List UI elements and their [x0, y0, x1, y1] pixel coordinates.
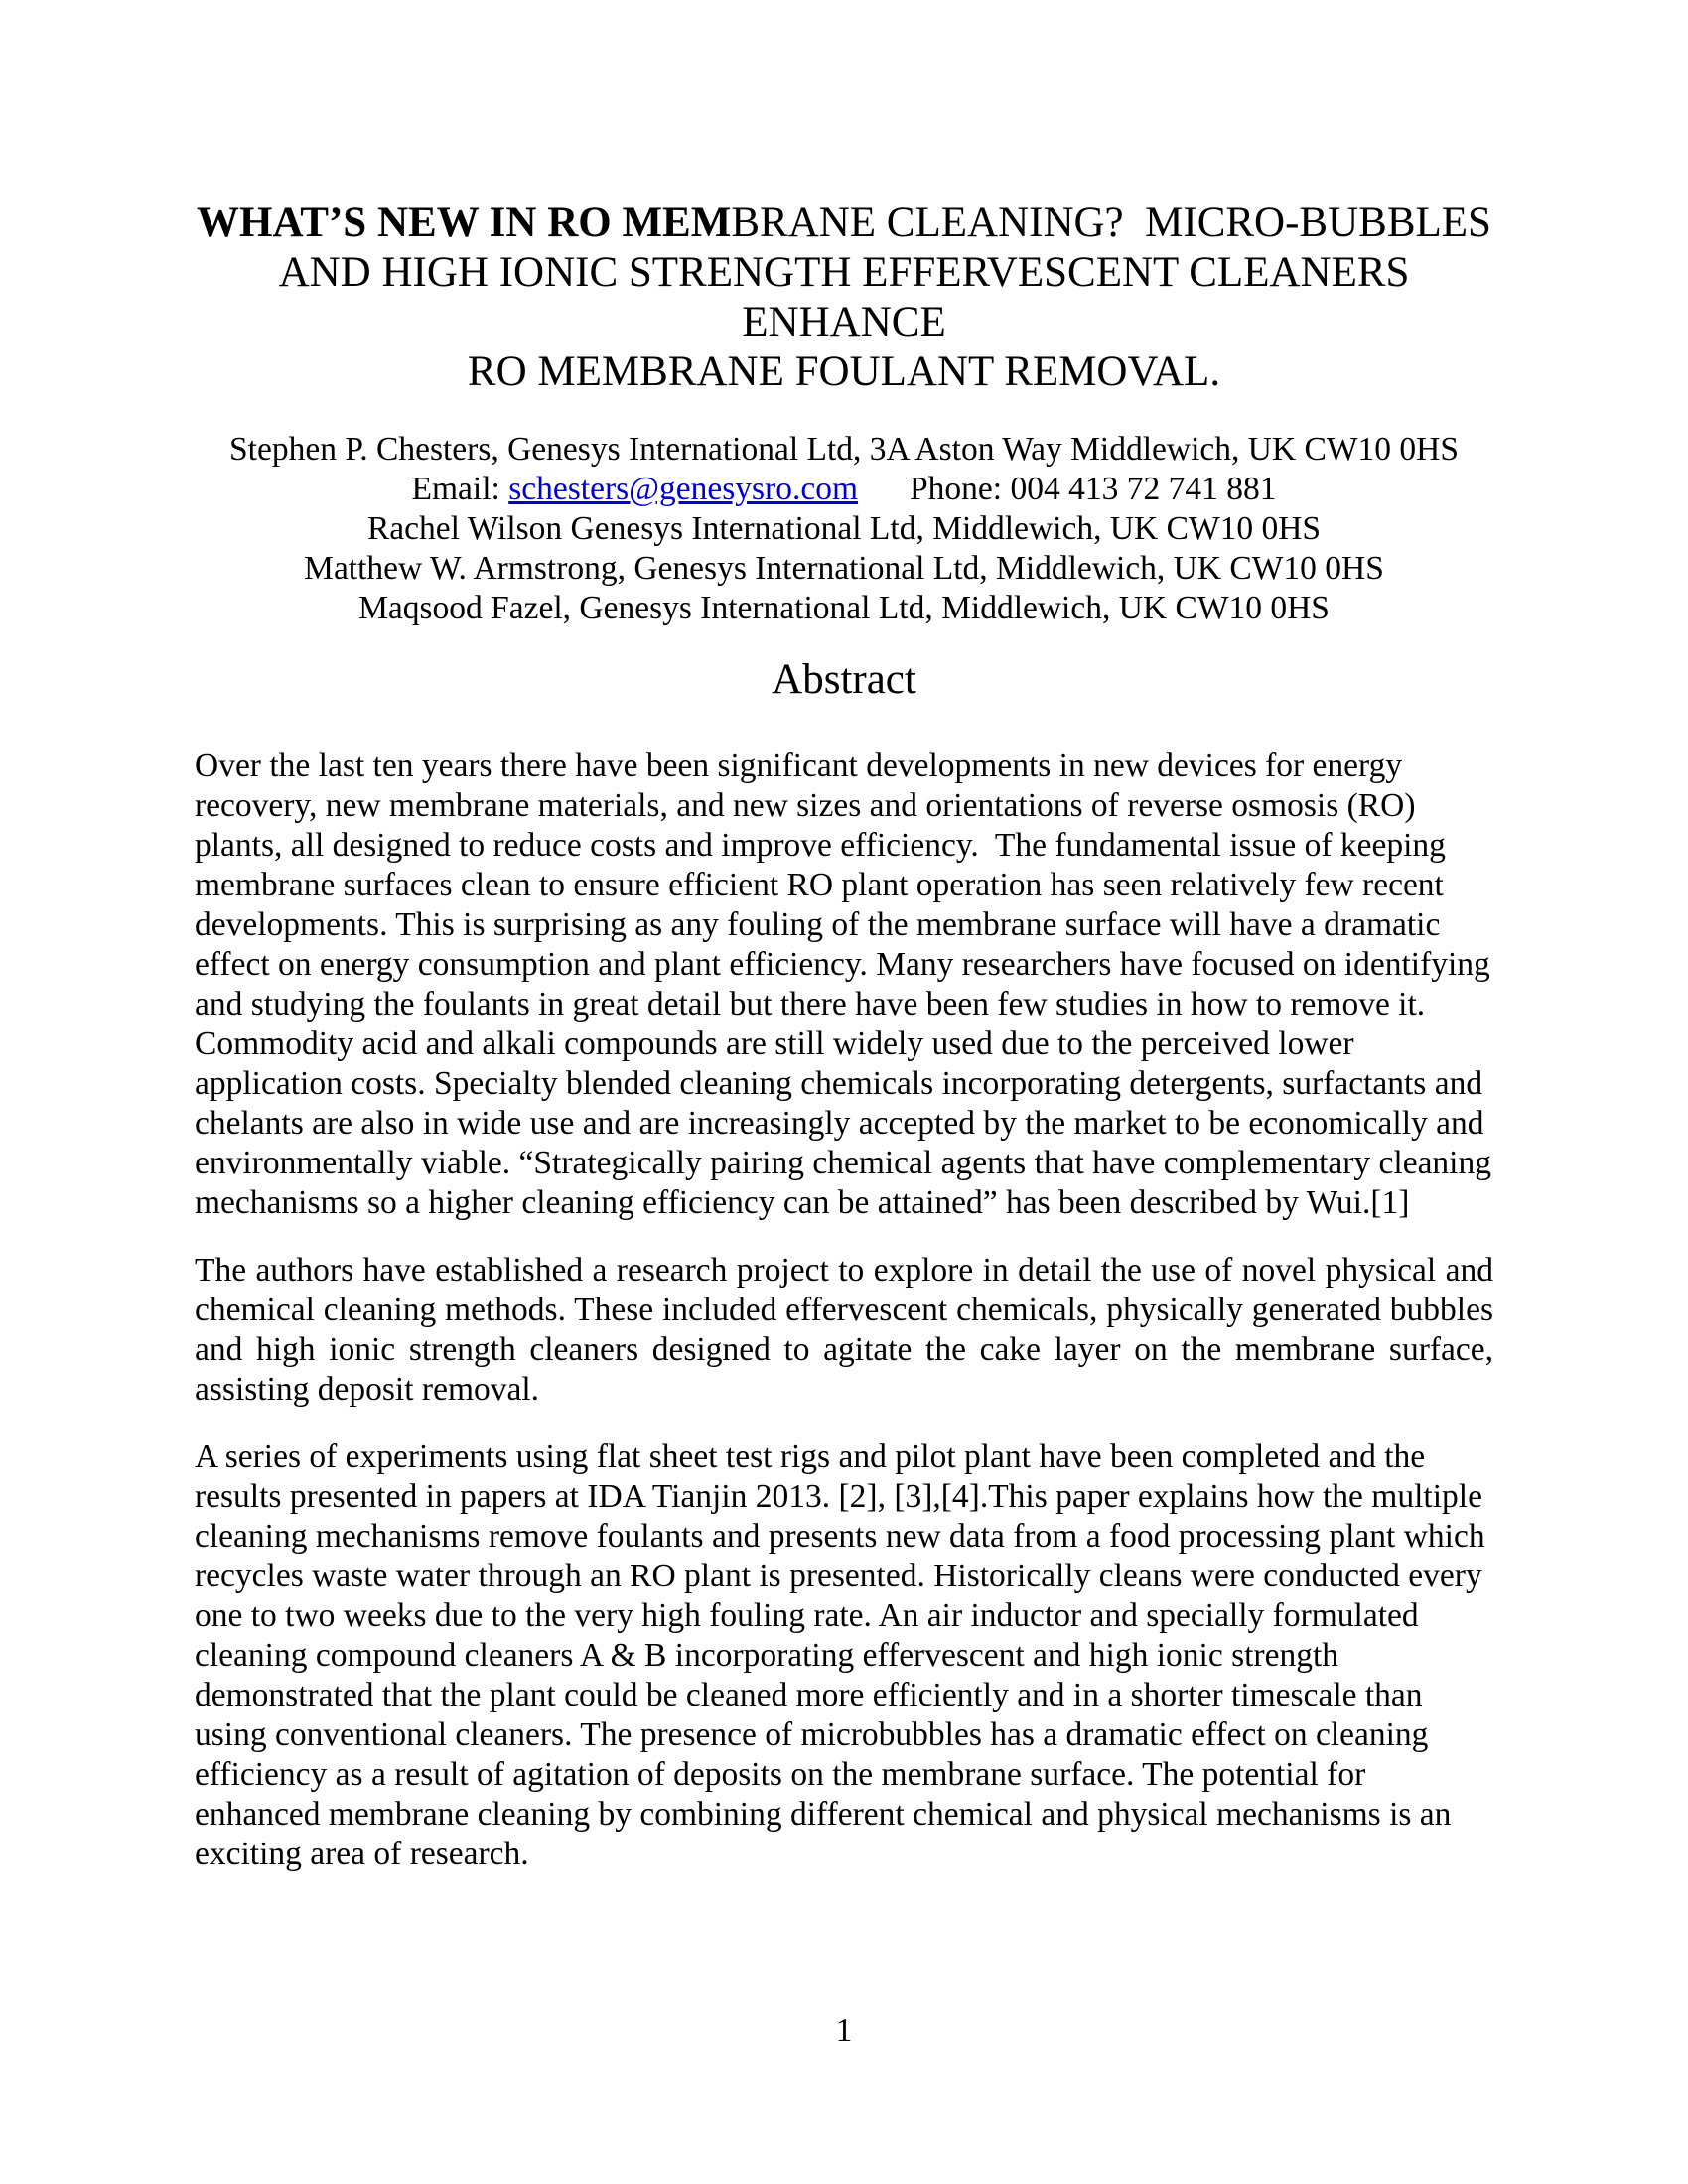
author-line-3: Matthew W. Armstrong, Genesys International Ltd, Middlewich, UK CW10 0HS — [304, 550, 1384, 587]
author-block — [195, 430, 1493, 628]
paper-title-line2: AND HIGH IONIC STRENGTH EFFERVESCENT CLEANERS ENHANCE — [278, 249, 1421, 345]
paper-title-line3: RO MEMBRANE FOULANT REMOVAL. — [467, 348, 1221, 395]
email-link[interactable]: schesters@genesysro.com — [508, 471, 859, 507]
paper-title-line1-bold: WHAT’S NEW IN RO MEM — [197, 200, 732, 246]
paper-title-line1-rest: BRANE CLEANING? MICRO-BUBBLES — [731, 200, 1491, 246]
abstract-paragraph-1: Over the last ten years there have been significant developments in new devices for energy recovery, new membrane materials, and new sizes and orientations of reverse osmosis (RO) plants, all designed to reduce costs and improve efficiency. The fundamental issue of keeping membrane surfaces clean to ensure efficient RO plant operation has seen relatively few recent developments. This is surprising as any fouling of the membrane surface will have a dramatic effect on energy consumption and plant efficiency. Many researchers have focused on identifying and studying the foulants in great detail but there have been few studies in how to remove it. Commodity acid and alkali compounds are still widely used due to the perceived lower application costs. Specialty blended cleaning chemicals incorporating detergents, surfactants and chelants are also in wide use and are increasingly accepted by the market to be economically and environmentally viable. “Strategically pairing chemical agents that have complementary cleaning mechanisms so a higher cleaning efficiency can be attained” has been described by Wui.[1] — [195, 748, 1500, 1221]
paper-title — [195, 199, 1493, 397]
abstract-heading: Abstract — [772, 656, 916, 703]
contact-line — [195, 470, 1493, 509]
email-label: Email: — [411, 471, 509, 507]
phone-text: Phone: 004 413 72 741 881 — [910, 471, 1277, 507]
author-line-4: Maqsood Fazel, Genesys International Ltd, Middlewich, UK CW10 0HS — [358, 590, 1330, 626]
page-number: 1 — [835, 2012, 853, 2049]
abstract-paragraph-2: The authors have established a research project to explore in detail the use of novel physical and chemical cleaning methods. These included effervescent chemicals, physically generated bubbles and high ionic strength cleaners designed to agitate the cake layer on the membrane surface, assisting deposit removal. — [195, 1252, 1493, 1408]
abstract-paragraph-3: A series of experiments using flat sheet test rigs and pilot plant have been completed and the results presented in papers at IDA Tianjin 2013. [2], [3],[4].This paper explains how the multiple cleaning mechanisms remove foulants and presents new data from a food processing plant which recycles waste water through an RO plant is presented. Historically cleans were conducted every one to two weeks due to the very high fouling rate. An air inductor and specially formulated cleaning compound cleaners A & B incorporating effervescent and high ionic strength demonstrated that the plant could be cleaned more efficiently and in a shorter timescale than using conventional cleaners. The presence of microbubbles has a dramatic effect on cleaning efficiency as a result of agitation of deposits on the membrane surface. The potential for enhanced membrane cleaning by combining different chemical and physical mechanisms is an exciting area of research. — [195, 1438, 1485, 1872]
author-line-1: Stephen P. Chesters, Genesys International Ltd, 3A Aston Way Middlewich, UK CW10 0HS — [229, 431, 1459, 468]
author-line-2: Rachel Wilson Genesys International Ltd, Middlewich, UK CW10 0HS — [366, 510, 1322, 547]
